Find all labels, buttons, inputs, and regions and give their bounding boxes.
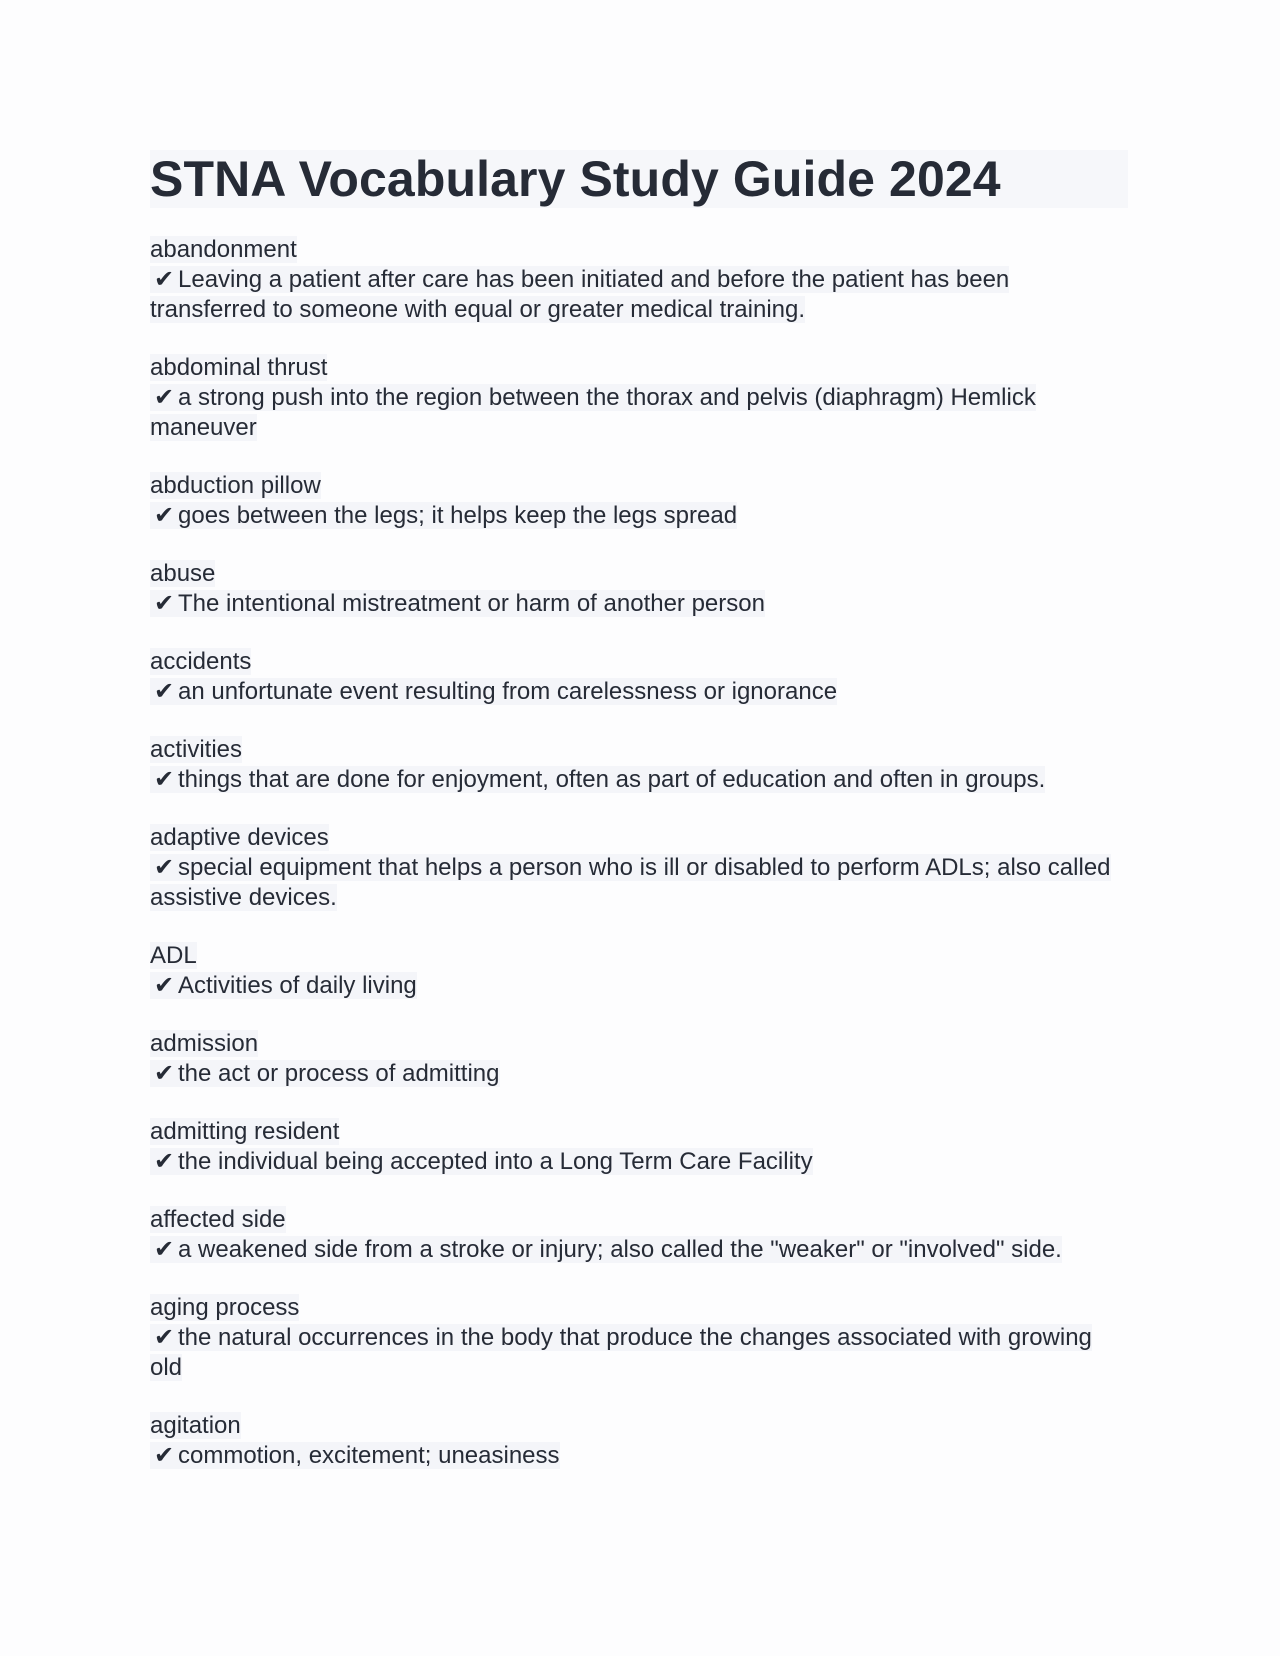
check-mark-icon: ✔ bbox=[153, 384, 175, 411]
vocabulary-entry bbox=[150, 471, 1128, 531]
vocabulary-definition bbox=[150, 766, 1045, 793]
vocabulary-list bbox=[150, 235, 1128, 1471]
check-mark-icon: ✔ bbox=[153, 502, 175, 529]
vocabulary-definition bbox=[150, 1324, 1092, 1381]
definition-text: a weakened side from a stroke or injury; also called the "weaker" or "involved" side. bbox=[178, 1236, 1062, 1263]
vocabulary-definition bbox=[150, 1060, 500, 1087]
vocabulary-definition bbox=[150, 1236, 1062, 1263]
vocabulary-definition bbox=[150, 1148, 813, 1175]
check-mark-icon: ✔ bbox=[153, 854, 175, 881]
vocabulary-definition bbox=[150, 678, 837, 705]
definition-text: the individual being accepted into a Long Term Care Facility bbox=[178, 1148, 813, 1175]
vocabulary-definition bbox=[150, 972, 417, 999]
vocabulary-term: aging process bbox=[150, 1294, 300, 1321]
definition-text: The intentional mistreatment or harm of another person bbox=[178, 590, 765, 617]
vocabulary-term: abandonment bbox=[150, 236, 297, 263]
check-mark-icon: ✔ bbox=[153, 266, 175, 293]
check-mark-icon: ✔ bbox=[153, 1148, 175, 1175]
vocabulary-term: activities bbox=[150, 736, 243, 763]
vocabulary-entry bbox=[150, 823, 1128, 913]
vocabulary-entry bbox=[150, 735, 1128, 795]
vocabulary-term: admitting resident bbox=[150, 1118, 340, 1145]
definition-text: commotion, excitement; uneasiness bbox=[178, 1442, 560, 1469]
vocabulary-entry bbox=[150, 941, 1128, 1001]
vocabulary-entry bbox=[150, 353, 1128, 443]
definition-text: the natural occurrences in the body that produce the changes associated with growing old bbox=[150, 1324, 1092, 1381]
definition-text: special equipment that helps a person who is ill or disabled to perform ADLs; also called assistive devices. bbox=[150, 854, 1111, 911]
vocabulary-definition bbox=[150, 590, 765, 617]
vocabulary-entry bbox=[150, 1205, 1128, 1265]
vocabulary-term: affected side bbox=[150, 1206, 286, 1233]
definition-text: Activities of daily living bbox=[178, 972, 417, 999]
vocabulary-definition bbox=[150, 266, 1009, 323]
definition-text: things that are done for enjoyment, often as part of education and often in groups. bbox=[178, 766, 1046, 793]
definition-text: an unfortunate event resulting from carelessness or ignorance bbox=[178, 678, 838, 705]
check-mark-icon: ✔ bbox=[153, 766, 175, 793]
check-mark-icon: ✔ bbox=[153, 1236, 175, 1263]
vocabulary-term: ADL bbox=[150, 942, 197, 969]
vocabulary-definition bbox=[150, 384, 1036, 441]
definition-text: the act or process of admitting bbox=[178, 1060, 500, 1087]
definition-text: goes between the legs; it helps keep the legs spread bbox=[178, 502, 738, 529]
vocabulary-entry bbox=[150, 1293, 1128, 1383]
vocabulary-definition bbox=[150, 1442, 560, 1469]
vocabulary-term: agitation bbox=[150, 1412, 241, 1439]
check-mark-icon: ✔ bbox=[153, 678, 175, 705]
vocabulary-term: accidents bbox=[150, 648, 252, 675]
vocabulary-entry bbox=[150, 1029, 1128, 1089]
vocabulary-entry bbox=[150, 559, 1128, 619]
vocabulary-term: abduction pillow bbox=[150, 472, 321, 499]
vocabulary-term: abuse bbox=[150, 560, 216, 587]
vocabulary-entry bbox=[150, 1117, 1128, 1177]
vocabulary-definition bbox=[150, 502, 737, 529]
definition-text: Leaving a patient after care has been initiated and before the patient has been transferred to someone with equal or greater medical training. bbox=[150, 266, 1010, 323]
check-mark-icon: ✔ bbox=[153, 972, 175, 999]
vocabulary-entry bbox=[150, 647, 1128, 707]
vocabulary-term: admission bbox=[150, 1030, 259, 1057]
vocabulary-entry bbox=[150, 1411, 1128, 1471]
vocabulary-entry bbox=[150, 235, 1128, 325]
check-mark-icon: ✔ bbox=[153, 1442, 175, 1469]
definition-text: a strong push into the region between the thorax and pelvis (diaphragm) Hemlick maneuver bbox=[150, 384, 1036, 441]
document-page bbox=[150, 150, 1128, 1499]
vocabulary-term: adaptive devices bbox=[150, 824, 329, 851]
check-mark-icon: ✔ bbox=[153, 590, 175, 617]
check-mark-icon: ✔ bbox=[153, 1060, 175, 1087]
vocabulary-definition bbox=[150, 854, 1111, 911]
vocabulary-term: abdominal thrust bbox=[150, 354, 328, 381]
document-title: STNA Vocabulary Study Guide 2024 bbox=[150, 150, 1128, 208]
check-mark-icon: ✔ bbox=[153, 1324, 175, 1351]
